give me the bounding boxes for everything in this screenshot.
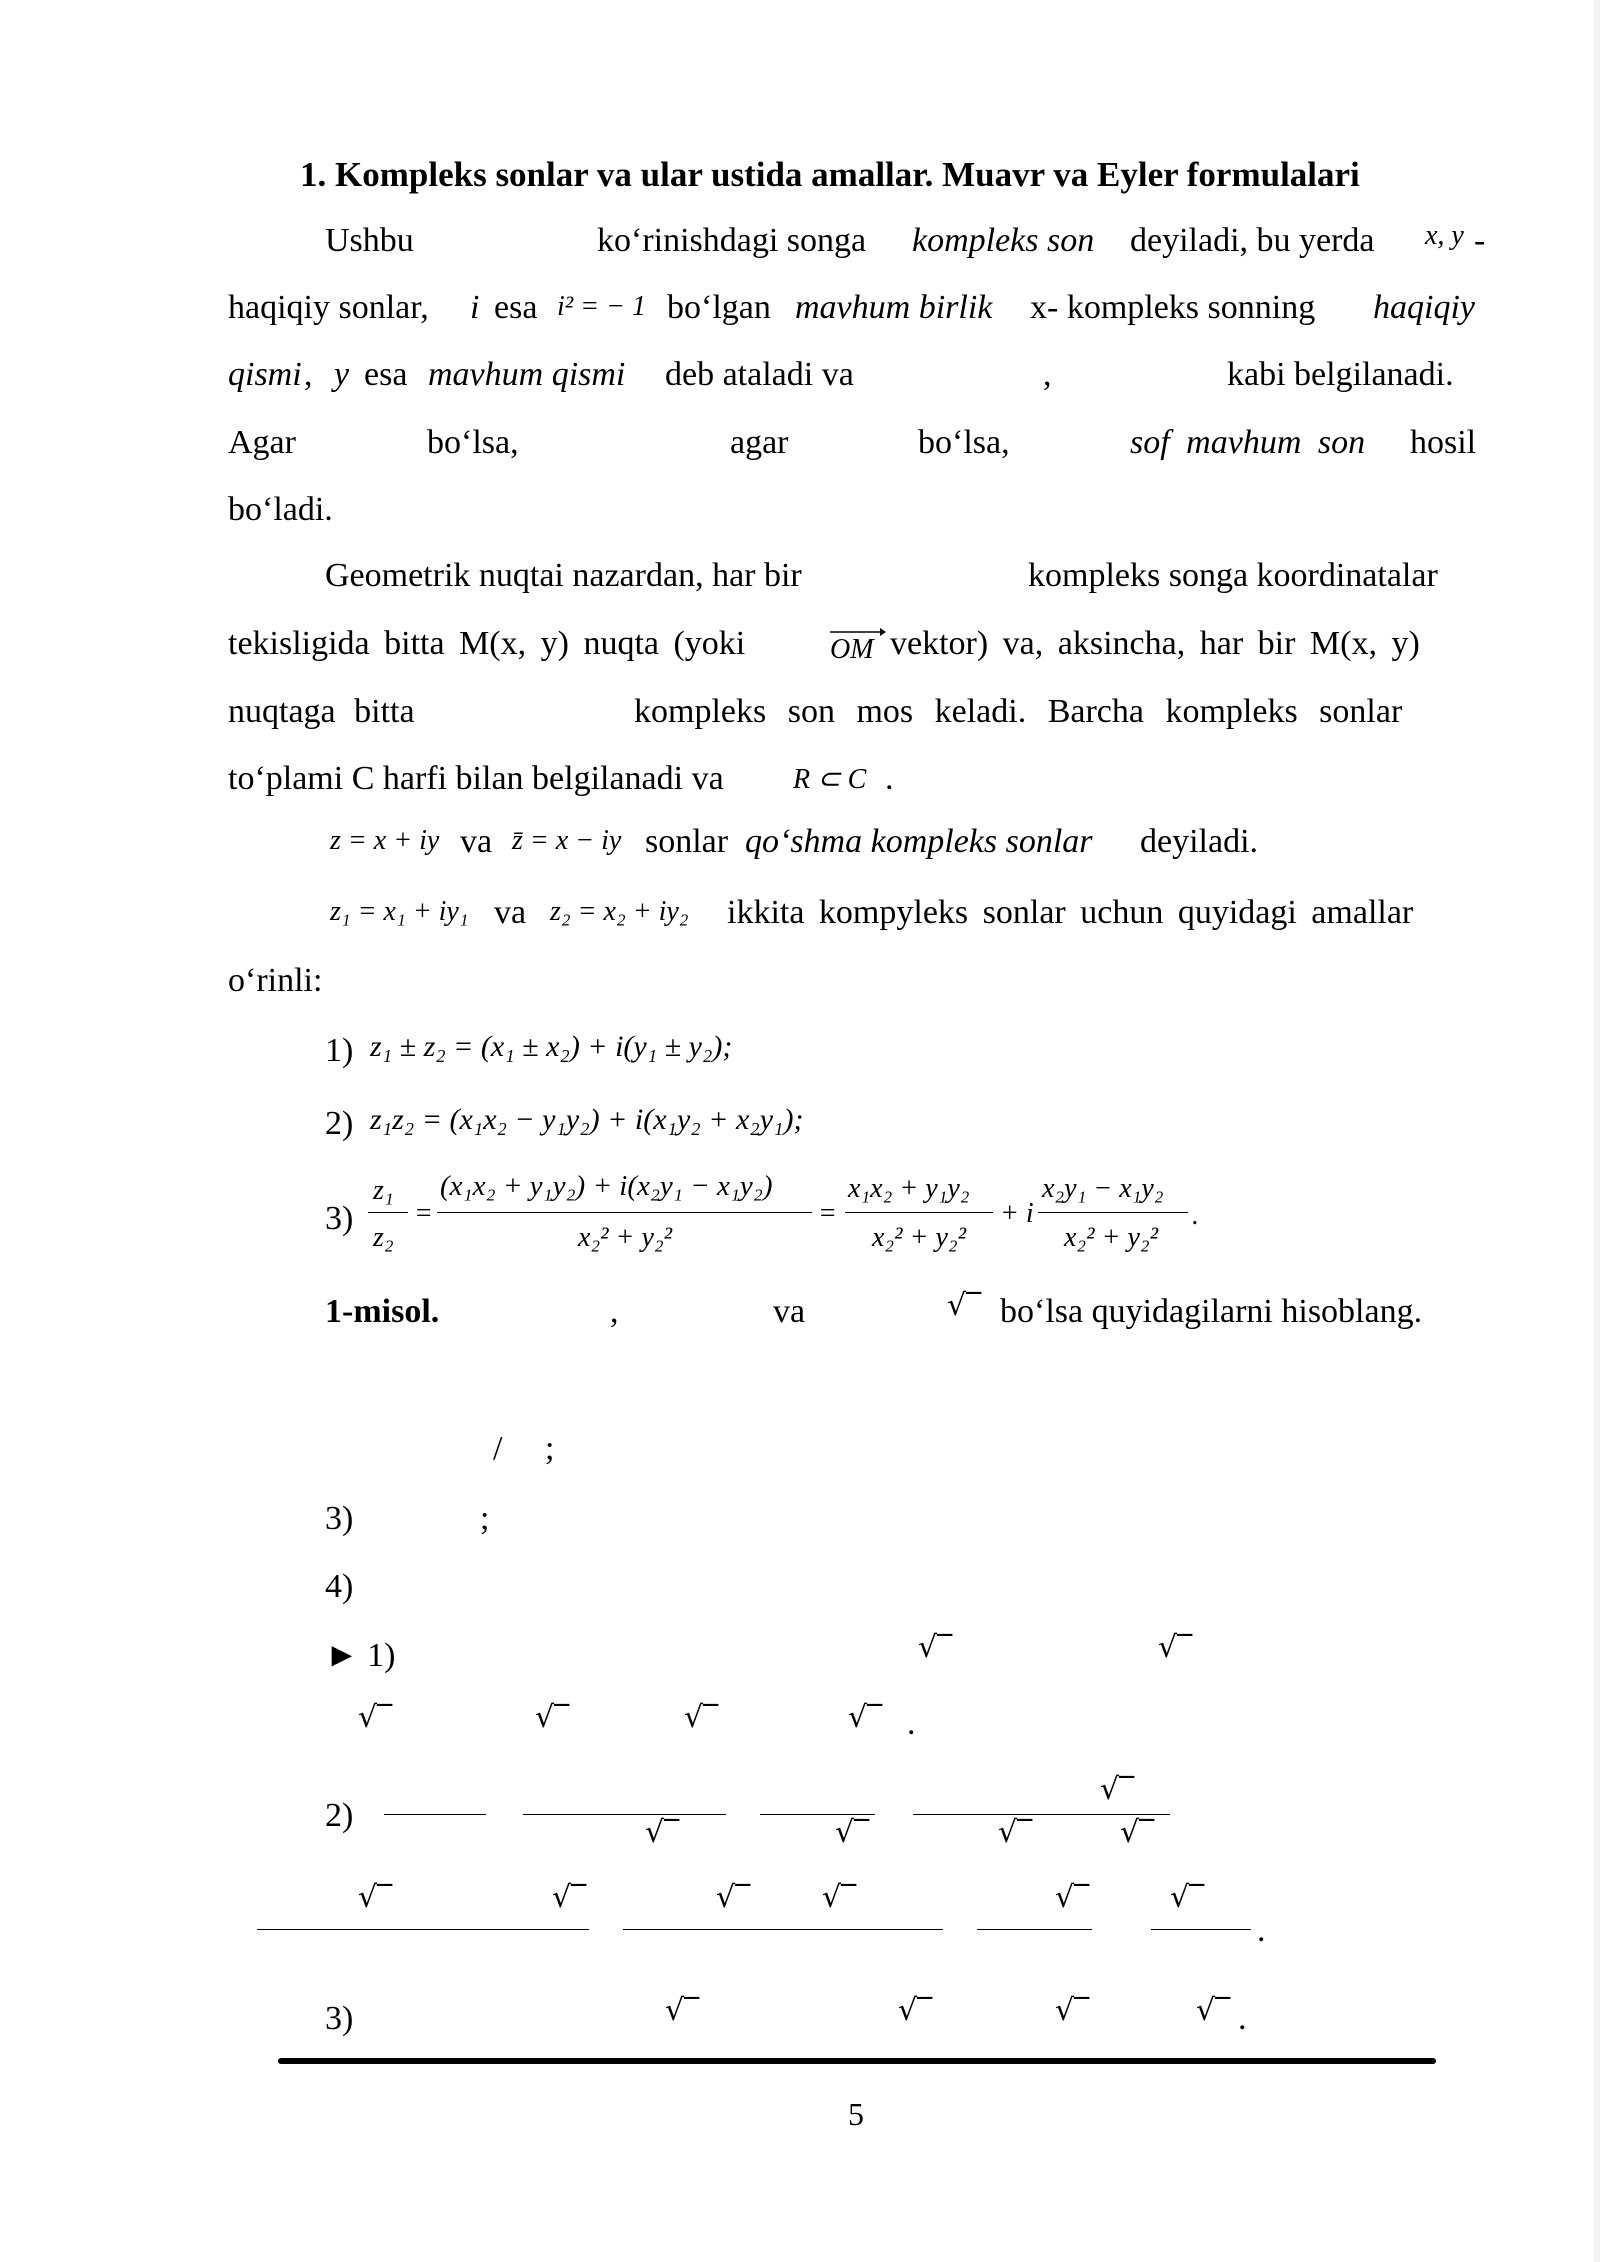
task-3-number: 3) (325, 1500, 354, 1537)
text-deyiladi: deyiladi, bu yerda (1130, 222, 1375, 259)
term-qoshma: qo‘shma kompleks sonlar (745, 823, 1093, 860)
sqrt-icon: √‾ (535, 1700, 570, 1735)
text-esa: esa (494, 289, 538, 326)
formula-3-z2: z₂ (373, 1222, 394, 1253)
formula-3-numerator-3: x₂y₁ − x₁y₂ (1042, 1173, 1164, 1204)
sqrt-icon: √‾ (1158, 1630, 1193, 1665)
text-ikkita: ikkita kompyleks sonlar uchun quyidagi amallar (727, 894, 1414, 931)
text-nuqtaga: nuqtaga bitta (228, 693, 415, 730)
text-agar-2: agar (730, 424, 789, 461)
formula-3-plus-i: + i (1000, 1198, 1034, 1229)
solution-2-dot: . (1257, 1912, 1266, 1949)
math-y: y (334, 356, 350, 393)
formula-2: z₁z₂ = (x₁x₂ − y₁y₂) + i(x₁y₂ + x₂y₁); (370, 1103, 804, 1136)
text-korinishdagi: ko‘rinishdagi songa (597, 222, 867, 259)
text-deyiladi-2: deyiladi. (1140, 823, 1259, 860)
term-qismi: qismi (228, 356, 302, 393)
formula-3-z1: z₁ (373, 1175, 394, 1206)
math-i: i (470, 289, 480, 326)
text-sonlar: sonlar (645, 823, 729, 860)
solution-1-marker: ► 1) (325, 1637, 396, 1674)
footer-rule (278, 2058, 1436, 2064)
text-geometrik: Geometrik nuqtai nazardan, har bir (325, 557, 802, 594)
formula-3-denominator-2: x₂² + y₂² (872, 1222, 967, 1253)
text-bolgan: bo‘lgan (667, 289, 771, 326)
text-x-kompleks: x- kompleks sonning (1030, 289, 1316, 326)
math-zbar: z̄ = x − iy (512, 825, 622, 856)
solution-3-number: 3) (325, 2000, 354, 2037)
sqrt-icon: √‾ (716, 1880, 751, 1915)
term-mavhum-birlik: mavhum birlik (795, 289, 993, 326)
term-kompleks-son: kompleks son (912, 222, 1095, 259)
task-3-semicolon: ; (480, 1500, 490, 1537)
solution-3-dot: . (1238, 2000, 1247, 2037)
task-4-number: 4) (325, 1568, 354, 1605)
example-label: 1-misol. (325, 1293, 440, 1330)
math-z1: z₁ = x₁ + iy₁ (330, 896, 469, 927)
sqrt-icon: √‾ (1196, 1993, 1231, 2028)
text-esa-2: esa (364, 356, 408, 393)
sqrt-icon: √‾ (1170, 1880, 1205, 1915)
text-ushbu: Ushbu (325, 222, 414, 259)
task-2-slash: / (493, 1430, 503, 1467)
formula-2-number: 2) (325, 1105, 354, 1142)
example-comma: , (610, 1293, 619, 1330)
text-bolsa-2: bo‘lsa, (918, 424, 1010, 461)
sqrt-icon: √‾ (947, 1288, 982, 1323)
sqrt-icon: √‾ (684, 1700, 719, 1735)
text-boladi: bo‘ladi. (228, 491, 333, 528)
text-va-1: va (460, 823, 493, 860)
text-dash: - (1474, 222, 1486, 259)
sqrt-icon: √‾ (1055, 1880, 1090, 1915)
page-edge (1594, 0, 1600, 2262)
math-z2: z₂ = x₂ + iy₂ (550, 896, 689, 927)
sqrt-icon: √‾ (1055, 1993, 1090, 2028)
formula-1-number: 1) (325, 1032, 354, 1069)
text-haqiqiy-sonlar: haqiqiy sonlar, (228, 289, 429, 326)
formula-1: z₁ ± z₂ = (x₁ ± x₂) + i(y₁ ± y₂); (370, 1030, 733, 1063)
formula-3-denominator-1: x₂² + y₂² (578, 1222, 673, 1253)
section-heading: 1. Kompleks sonlar va ular ustida amallar. Muavr va Eyler formulalari (300, 155, 1360, 194)
page-number: 5 (848, 2096, 864, 2132)
sqrt-icon: √‾ (358, 1880, 393, 1915)
sqrt-icon: √‾ (998, 1815, 1033, 1850)
text-agar-1: Agar (228, 424, 296, 461)
term-haqiqiy: haqiqiy (1373, 289, 1475, 326)
sqrt-icon: √‾ (645, 1815, 680, 1850)
math-i-squared: i² = − 1 (557, 291, 646, 322)
sqrt-icon: √‾ (1120, 1815, 1155, 1850)
sqrt-icon: √‾ (358, 1700, 393, 1735)
text-deb-ataladi: deb ataladi va (665, 356, 854, 393)
solution-1-dot: . (907, 1705, 916, 1742)
formula-3-number: 3) (325, 1200, 354, 1237)
sqrt-icon: √‾ (918, 1630, 953, 1665)
formula-3-numerator-2: x₁x₂ + y₁y₂ (848, 1173, 970, 1204)
example-va: va (773, 1293, 806, 1330)
math-r-subset-c: R ⊂ C (793, 764, 867, 795)
sqrt-icon: √‾ (822, 1880, 857, 1915)
text-bolsa-1: bo‘lsa, (427, 424, 519, 461)
text-vektor: vektor) va, aksincha, har bir M(x, y) (890, 625, 1420, 662)
sqrt-icon: √‾ (898, 1993, 933, 2028)
formula-3-numerator-1: (x₁x₂ + y₁y₂) + i(x₂y₁ − x₁y₂) (440, 1170, 773, 1202)
math-om: OM (830, 634, 874, 665)
formula-3-eq-2: = (818, 1198, 837, 1229)
text-kabi: kabi belgilanadi. (1227, 356, 1454, 393)
example-rest: bo‘lsa quyidagilarni hisoblang. (1000, 1293, 1423, 1330)
sqrt-icon: √‾ (665, 1993, 700, 2028)
math-z: z = x + iy (330, 825, 440, 856)
text-hosil: hosil (1410, 424, 1477, 461)
formula-3-denominator-3: x₂² + y₂² (1064, 1222, 1159, 1253)
sqrt-icon: √‾ (848, 1700, 883, 1735)
sqrt-icon: √‾ (1100, 1772, 1135, 1807)
text-comma: , (1043, 356, 1052, 393)
term-sof-mavhum-son: sof mavhum son (1130, 424, 1366, 461)
text-kompleks-songa: kompleks songa koordinatalar (1028, 557, 1438, 594)
text-mos-keladi: kompleks son mos keladi. Barcha kompleks sonlar (634, 693, 1403, 730)
text-tekisligida: tekisligida bitta M(x, y) nuqta (yoki (228, 625, 746, 662)
text-orinli: o‘rinli: (228, 962, 323, 999)
vector-arrow-icon (828, 626, 886, 638)
math-xy: x, y (1425, 220, 1464, 251)
formula-3-dot: . (1192, 1200, 1199, 1231)
task-2-semicolon: ; (545, 1430, 555, 1467)
formula-3-eq: = (414, 1198, 433, 1229)
sqrt-icon: √‾ (552, 1880, 587, 1915)
solution-2-number: 2) (325, 1797, 354, 1834)
text-toplami: to‘plami C harfi bilan belgilanadi va (228, 760, 724, 797)
text-va-2: va (494, 894, 527, 931)
term-mavhum-qismi: mavhum qismi (428, 356, 626, 393)
sqrt-icon: √‾ (835, 1815, 870, 1850)
text-dot: . (885, 760, 894, 797)
